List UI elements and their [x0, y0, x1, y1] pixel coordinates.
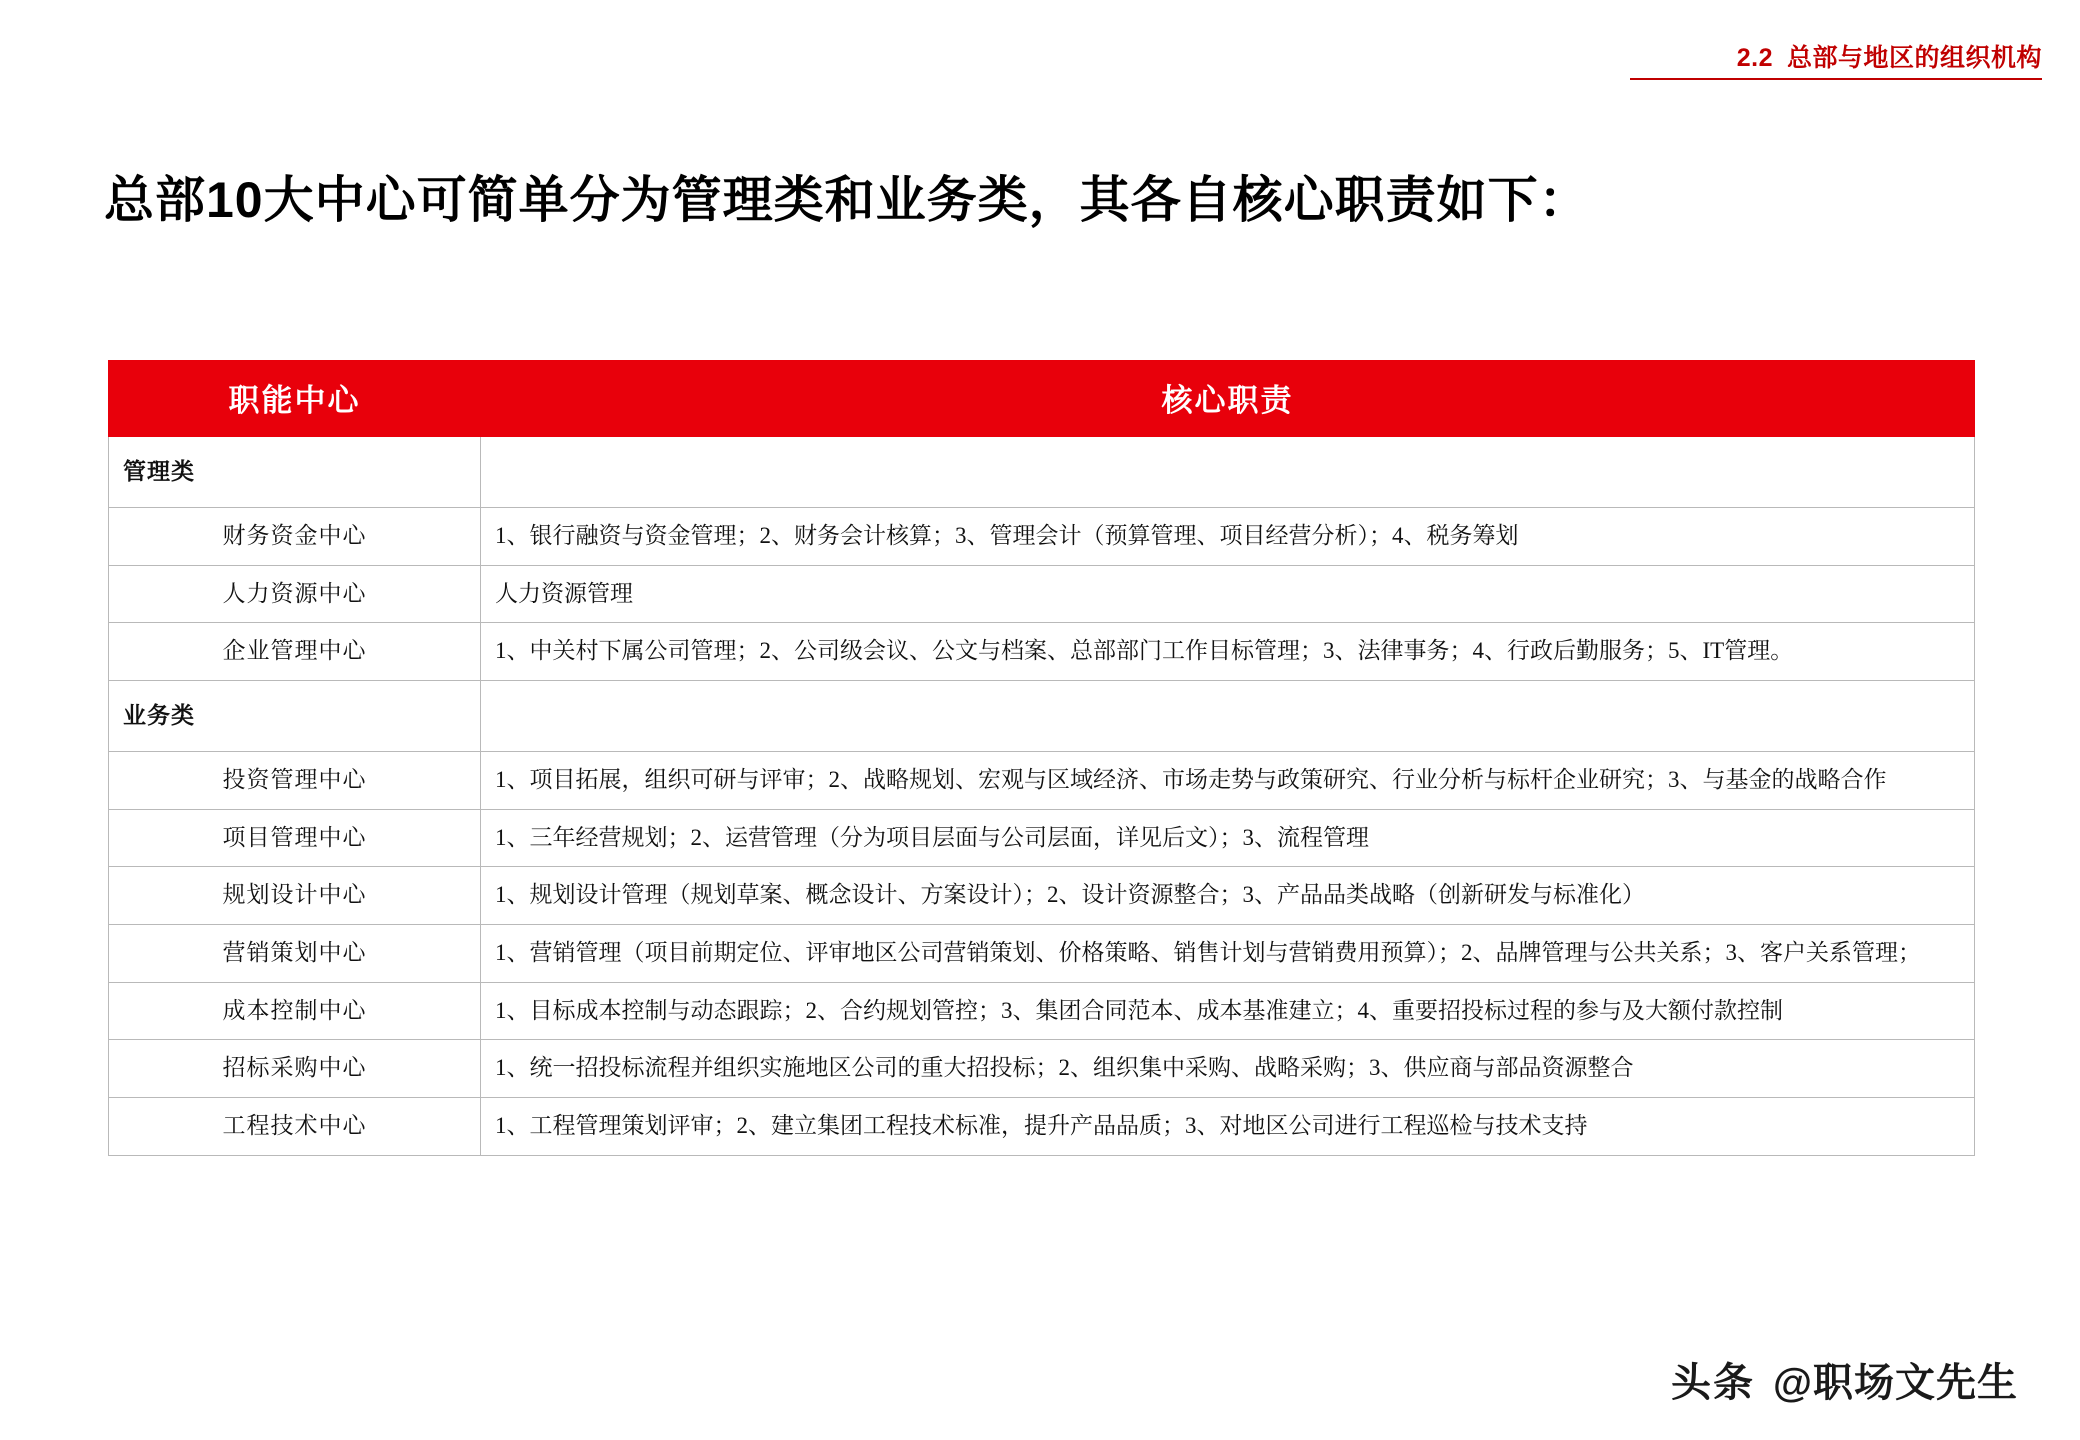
section-title: 总部与地区的组织机构	[1786, 44, 2042, 72]
watermark	[1671, 1351, 2018, 1408]
core-duty-text	[481, 680, 1975, 751]
center-name: 规划设计中心	[109, 867, 481, 925]
column-header-core-duty: 核心职责	[481, 361, 1975, 437]
core-duty-text: 1、营销管理（项目前期定位、评审地区公司营销策划、价格策略、销售计划与营销费用预算）；2、品牌管理与公共关系；3、客户关系管理；	[481, 924, 1975, 982]
column-header-function-center: 职能中心	[109, 361, 481, 437]
core-duty-text: 1、目标成本控制与动态跟踪；2、合约规划管控；3、集团合同范本、成本基准建立；4、重要招投标过程的参与及大额付款控制	[481, 982, 1975, 1040]
table-row	[109, 437, 1975, 508]
watermark-handle: @职场文先生	[1772, 1361, 2018, 1405]
table-row	[109, 508, 1975, 566]
core-duty-text: 1、规划设计管理（规划草案、概念设计、方案设计）；2、设计资源整合；3、产品品类战略（创新研发与标准化）	[481, 867, 1975, 925]
table-row	[109, 1040, 1975, 1098]
table-row	[109, 751, 1975, 809]
table-row	[109, 565, 1975, 623]
core-duty-text	[481, 437, 1975, 508]
page-title: 总部10大中心可简单分为管理类和业务类，其各自核心职责如下：	[104, 172, 1590, 228]
core-duty-text: 1、工程管理策划评审；2、建立集团工程技术标准，提升产品品质；3、对地区公司进行工程巡检与技术支持	[481, 1097, 1975, 1155]
center-name: 企业管理中心	[109, 623, 481, 681]
center-name: 项目管理中心	[109, 809, 481, 867]
table-body	[109, 437, 1975, 1156]
center-name: 工程技术中心	[109, 1097, 481, 1155]
category-label: 业务类	[109, 680, 481, 751]
center-name: 财务资金中心	[109, 508, 481, 566]
center-name: 招标采购中心	[109, 1040, 481, 1098]
center-name: 人力资源中心	[109, 565, 481, 623]
core-duty-text: 人力资源管理	[481, 565, 1975, 623]
responsibilities-table	[108, 360, 1975, 1156]
core-duty-text: 1、项目拓展，组织可研与评审；2、战略规划、宏观与区域经济、市场走势与政策研究、行业分析与标杆企业研究；3、与基金的战略合作	[481, 751, 1975, 809]
responsibilities-table-wrapper	[108, 360, 1974, 1156]
core-duty-text: 1、银行融资与资金管理；2、财务会计核算；3、管理会计（预算管理、项目经营分析）；4、税务筹划	[481, 508, 1975, 566]
category-label: 管理类	[109, 437, 481, 508]
core-duty-text: 1、统一招投标流程并组织实施地区公司的重大招投标；2、组织集中采购、战略采购；3、供应商与部品资源整合	[481, 1040, 1975, 1098]
table-row	[109, 982, 1975, 1040]
center-name: 营销策划中心	[109, 924, 481, 982]
core-duty-text: 1、三年经营规划；2、运营管理（分为项目层面与公司层面，详见后文）；3、流程管理	[481, 809, 1975, 867]
center-name: 投资管理中心	[109, 751, 481, 809]
core-duty-text: 1、中关村下属公司管理；2、公司级会议、公文与档案、总部部门工作目标管理；3、法律事务；4、行政后勤服务；5、IT管理。	[481, 623, 1975, 681]
section-number: 2.2	[1736, 44, 1773, 72]
center-name: 成本控制中心	[109, 982, 481, 1040]
table-row	[109, 809, 1975, 867]
table-row	[109, 924, 1975, 982]
table-row	[109, 680, 1975, 751]
table-row	[109, 1097, 1975, 1155]
table-row	[109, 623, 1975, 681]
watermark-logo: 头条	[1670, 1361, 1755, 1405]
section-marker	[1737, 38, 2042, 74]
header-divider	[1630, 78, 2042, 80]
table-row	[109, 867, 1975, 925]
table-header-row	[109, 361, 1975, 437]
